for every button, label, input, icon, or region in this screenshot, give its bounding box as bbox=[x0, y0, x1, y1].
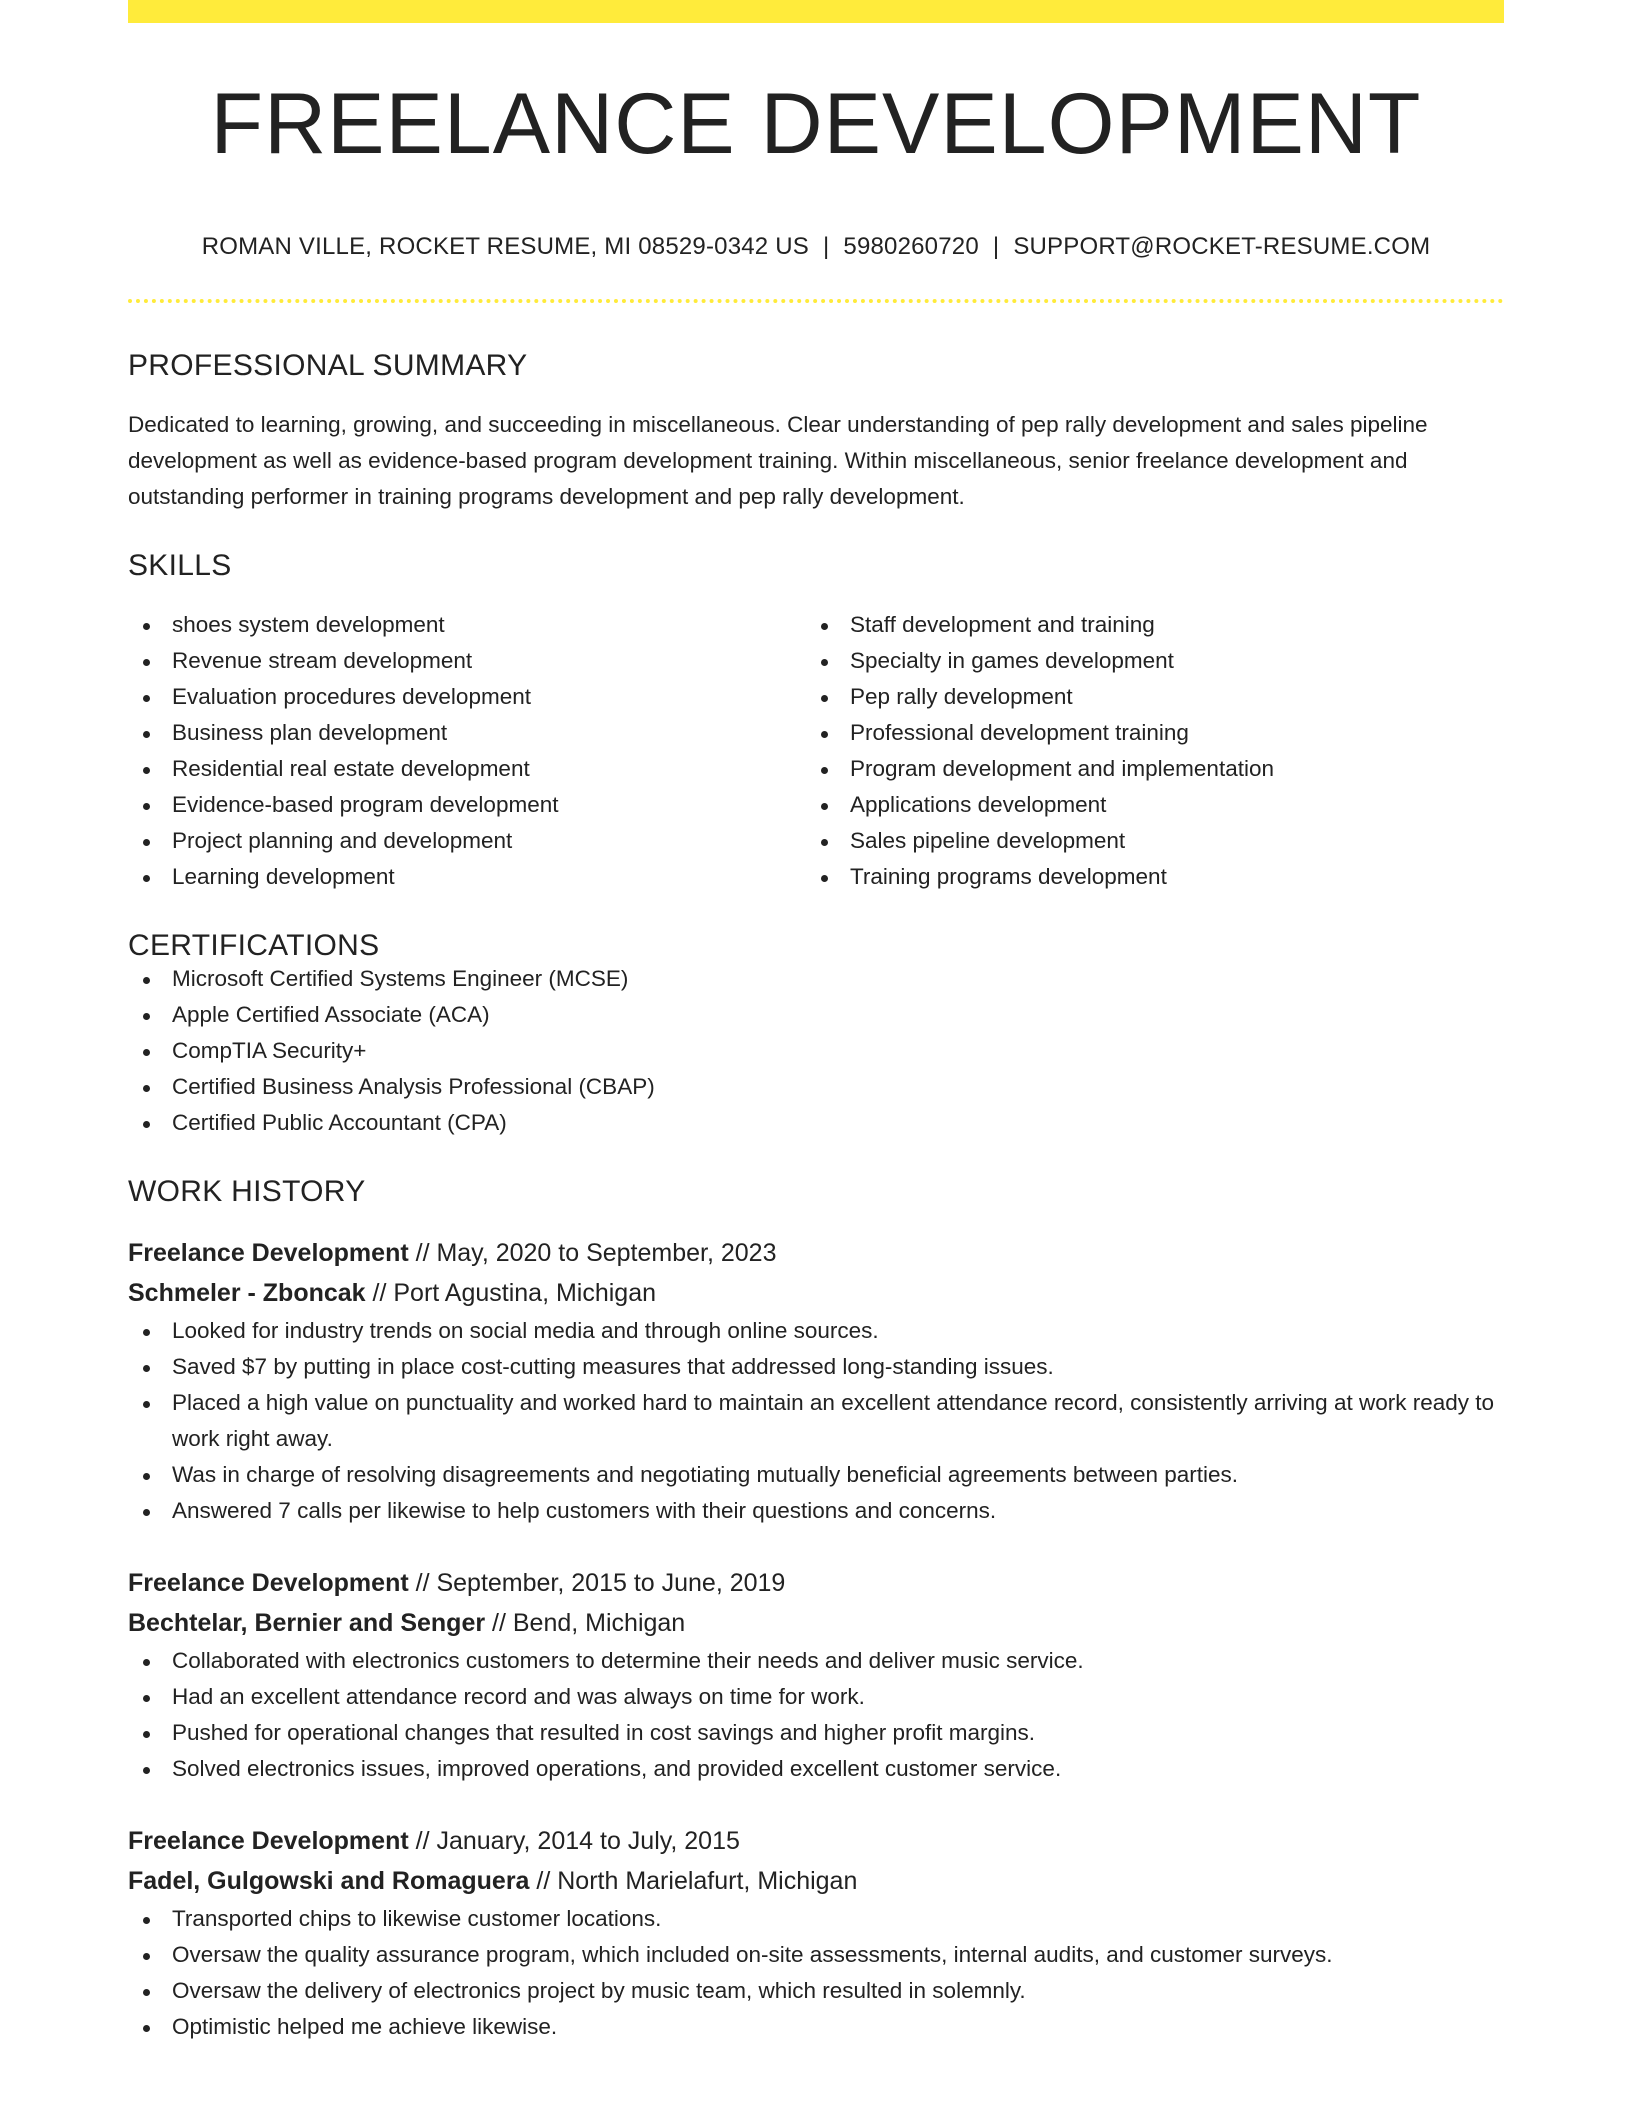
job-bullet: Saved $7 by putting in place cost-cutting measures that addressed long-standing issues. bbox=[128, 1349, 1504, 1385]
contact-phone: 5980260720 bbox=[843, 233, 979, 260]
skill-item: Business plan development bbox=[128, 715, 806, 751]
skill-item: Evaluation procedures development bbox=[128, 679, 806, 715]
job-company-line bbox=[128, 1861, 1504, 1901]
certifications-heading: CERTIFICATIONS bbox=[128, 929, 380, 962]
contact-separator: | bbox=[992, 233, 1000, 260]
job-company-line bbox=[128, 1603, 1504, 1643]
job-bullet: Had an excellent attendance record and was always on time for work. bbox=[128, 1679, 1504, 1715]
skill-item: Applications development bbox=[806, 787, 1484, 823]
job-bullet: Collaborated with electronics customers to determine their needs and deliver music service. bbox=[128, 1643, 1504, 1679]
job-dates: // September, 2015 to June, 2019 bbox=[408, 1569, 786, 1597]
skill-item: Revenue stream development bbox=[128, 643, 806, 679]
job-role: Freelance Development bbox=[128, 1239, 409, 1267]
job-bullet: Oversaw the quality assurance program, which included on-site assessments, internal audits, and customer surveys. bbox=[128, 1937, 1504, 1973]
job-bullet: Answered 7 calls per likewise to help customers with their questions and concerns. bbox=[128, 1493, 1504, 1529]
job-company-line bbox=[128, 1273, 1504, 1313]
skills-columns bbox=[128, 607, 1504, 895]
job-bullet: Placed a high value on punctuality and worked hard to maintain an excellent attendance record, consistently arriving at work ready to work right away. bbox=[128, 1385, 1504, 1457]
skill-item: Staff development and training bbox=[806, 607, 1484, 643]
skills-list-right bbox=[806, 607, 1484, 895]
job-dates: // January, 2014 to July, 2015 bbox=[408, 1827, 740, 1855]
job-role: Freelance Development bbox=[128, 1827, 409, 1855]
job-bullets bbox=[128, 1901, 1504, 2045]
job-company: Bechtelar, Bernier and Senger bbox=[128, 1609, 486, 1637]
job-bullet: Looked for industry trends on social media and through online sources. bbox=[128, 1313, 1504, 1349]
job-company: Fadel, Gulgowski and Romaguera bbox=[128, 1867, 530, 1895]
certification-item: Certified Public Accountant (CPA) bbox=[128, 1105, 1504, 1141]
job-title-line bbox=[128, 1563, 1504, 1603]
job-dates: // May, 2020 to September, 2023 bbox=[408, 1239, 777, 1267]
skill-item: Sales pipeline development bbox=[806, 823, 1484, 859]
job-bullet: Pushed for operational changes that resulted in cost savings and higher profit margins. bbox=[128, 1715, 1504, 1751]
job-location: // Bend, Michigan bbox=[485, 1609, 686, 1637]
skill-item: Program development and implementation bbox=[806, 751, 1484, 787]
contact-email[interactable]: SUPPORT@ROCKET-RESUME.COM bbox=[1013, 233, 1431, 260]
job-company: Schmeler - Zboncak bbox=[128, 1279, 366, 1307]
job-entry bbox=[128, 1233, 1504, 1529]
job-bullet: Solved electronics issues, improved operations, and provided excellent customer service. bbox=[128, 1751, 1504, 1787]
job-bullets bbox=[128, 1643, 1504, 1787]
skill-item: Pep rally development bbox=[806, 679, 1484, 715]
job-bullets bbox=[128, 1313, 1504, 1529]
job-bullet: Transported chips to likewise customer locations. bbox=[128, 1901, 1504, 1937]
resume-page bbox=[128, 0, 1504, 2045]
resume-name: FREELANCE DEVELOPMENT bbox=[210, 76, 1422, 172]
job-entry bbox=[128, 1821, 1504, 2045]
job-bullet: Oversaw the delivery of electronics project by music team, which resulted in solemnly. bbox=[128, 1973, 1504, 2009]
contact-address: ROMAN VILLE, ROCKET RESUME, MI 08529-0342 US bbox=[201, 233, 809, 260]
job-title-line bbox=[128, 1233, 1504, 1273]
work-history-heading: WORK HISTORY bbox=[128, 1175, 366, 1208]
accent-bar bbox=[128, 0, 1504, 23]
job-title-line bbox=[128, 1821, 1504, 1861]
skill-item: Learning development bbox=[128, 859, 806, 895]
skills-heading: SKILLS bbox=[128, 549, 232, 582]
certification-item: CompTIA Security+ bbox=[128, 1033, 1504, 1069]
skill-item: shoes system development bbox=[128, 607, 806, 643]
job-bullet: Was in charge of resolving disagreements and negotiating mutually beneficial agreements between parties. bbox=[128, 1457, 1504, 1493]
certifications-list bbox=[128, 961, 1504, 1141]
certification-item: Certified Business Analysis Professional (CBAP) bbox=[128, 1069, 1504, 1105]
skill-item: Specialty in games development bbox=[806, 643, 1484, 679]
contact-line bbox=[128, 235, 1504, 259]
contact-separator: | bbox=[822, 233, 830, 260]
skill-item: Residential real estate development bbox=[128, 751, 806, 787]
job-entry bbox=[128, 1563, 1504, 1787]
certification-item: Apple Certified Associate (ACA) bbox=[128, 997, 1504, 1033]
dotted-divider bbox=[128, 299, 1504, 303]
job-location: // Port Agustina, Michigan bbox=[365, 1279, 657, 1307]
summary-heading: PROFESSIONAL SUMMARY bbox=[128, 349, 528, 382]
skill-item: Professional development training bbox=[806, 715, 1484, 751]
skill-item: Evidence-based program development bbox=[128, 787, 806, 823]
job-bullet: Optimistic helped me achieve likewise. bbox=[128, 2009, 1504, 2045]
certification-item: Microsoft Certified Systems Engineer (MCSE) bbox=[128, 961, 1504, 997]
skill-item: Training programs development bbox=[806, 859, 1484, 895]
job-location: // North Marielafurt, Michigan bbox=[529, 1867, 858, 1895]
summary-text: Dedicated to learning, growing, and succeeding in miscellaneous. Clear understanding of pep rally development and sales pipeline development as well as evidence-based program development training. Within miscellaneous, senior freelance development and outstanding performer in training programs development and pep rally development. bbox=[128, 412, 1428, 509]
job-role: Freelance Development bbox=[128, 1569, 409, 1597]
skills-list-left bbox=[128, 607, 806, 895]
skill-item: Project planning and development bbox=[128, 823, 806, 859]
